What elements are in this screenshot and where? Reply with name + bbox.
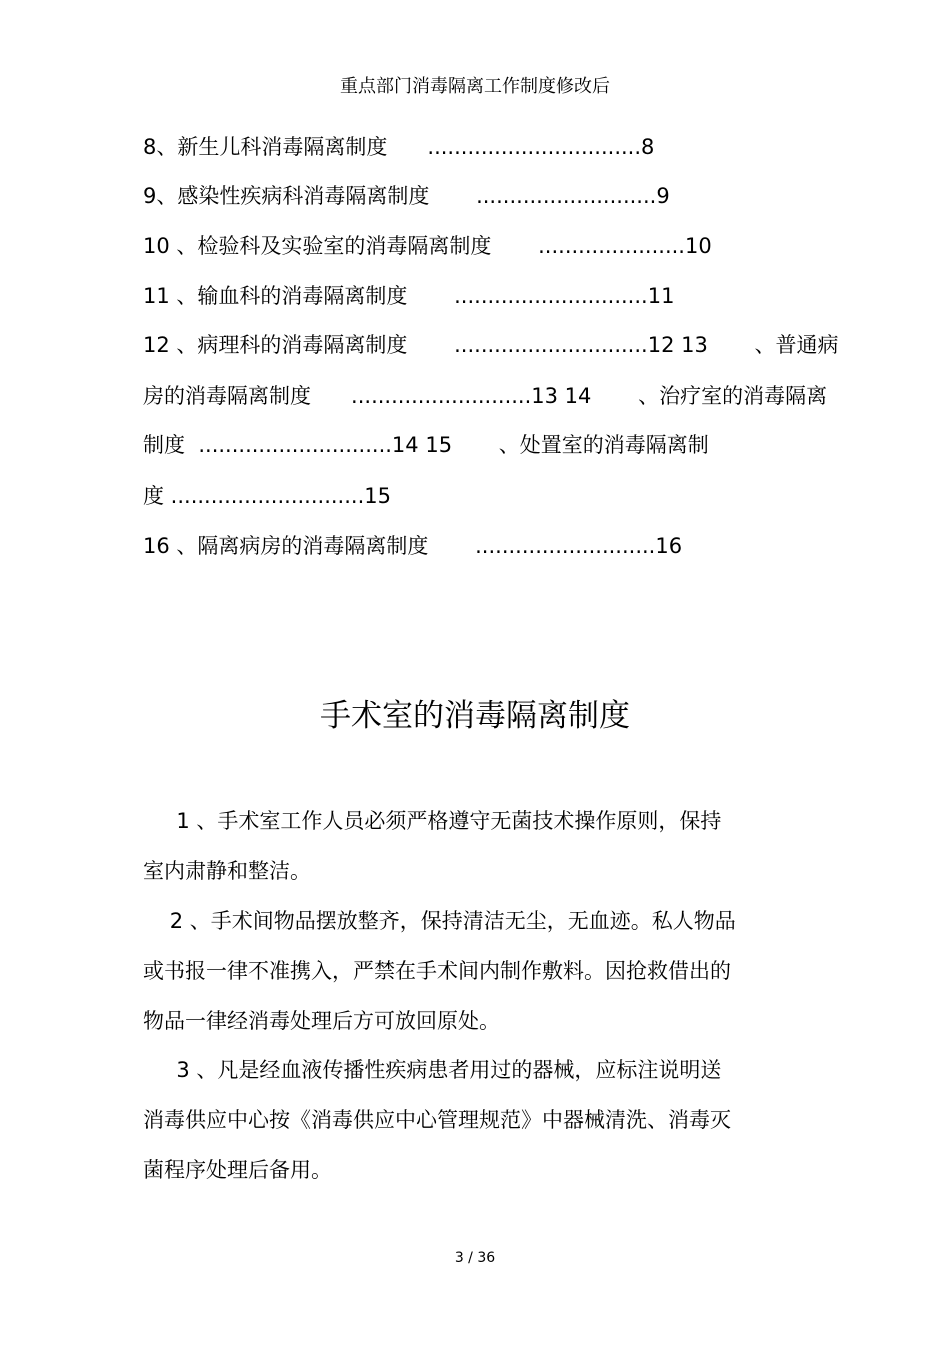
paragraph-line: 菌程序处理后备用。 (143, 1158, 332, 1182)
paragraph-line: 物品一律经消毒处理后方可放回原处。 (143, 1009, 500, 1033)
paragraph-line: 消毒供应中心按《消毒供应中心管理规范》中器械清洗、消毒灭 (143, 1108, 731, 1132)
page-header: 重点部门消毒隔离工作制度修改后 (340, 76, 610, 97)
toc-line: 16 、隔离病房的消毒隔离制度 ...........................16 (143, 534, 683, 558)
paragraph-3 (143, 1045, 813, 1195)
toc-line: 12 、病理科的消毒隔离制度 .............................12 13 、普通病 (143, 333, 839, 357)
page-number: 3 / 36 (454, 1250, 496, 1266)
paragraph-line: 1 、手术室工作人员必须严格遵守无菌技术操作原则，保持 (143, 809, 722, 833)
toc-line: 10 、检验科及实验室的消毒隔离制度 ......................10 (143, 234, 712, 258)
paragraph-line: 3 、凡是经血液传播性疾病患者用过的器械，应标注说明送 (143, 1058, 722, 1082)
toc-line: 房的消毒隔离制度 ...........................13 14 、治疗室的消毒隔离 (143, 384, 828, 408)
toc-line: 度 .............................15 (143, 484, 391, 508)
toc-line: 制度 .............................14 15 、处置室的消毒隔离制 (143, 433, 709, 457)
toc-line: 9、感染性疾病科消毒隔离制度 ...........................9 (143, 184, 670, 208)
paragraph-line: 室内肃静和整洁。 (143, 859, 311, 883)
paragraph-line: 2 、手术间物品摆放整齐，保持清洁无尘，无血迹。私人物品 (143, 909, 736, 933)
paragraph-1 (143, 796, 813, 896)
toc-line: 11 、输血科的消毒隔离制度 .............................11 (143, 284, 675, 308)
toc-line: 8、新生儿科消毒隔离制度 ................................8 (143, 135, 655, 159)
section-title: 手术室的消毒隔离制度 (320, 698, 630, 734)
paragraph-line: 或书报一律不准携入，严禁在手术间内制作敷料。因抢救借出的 (143, 959, 731, 983)
paragraph-2 (143, 896, 813, 1046)
